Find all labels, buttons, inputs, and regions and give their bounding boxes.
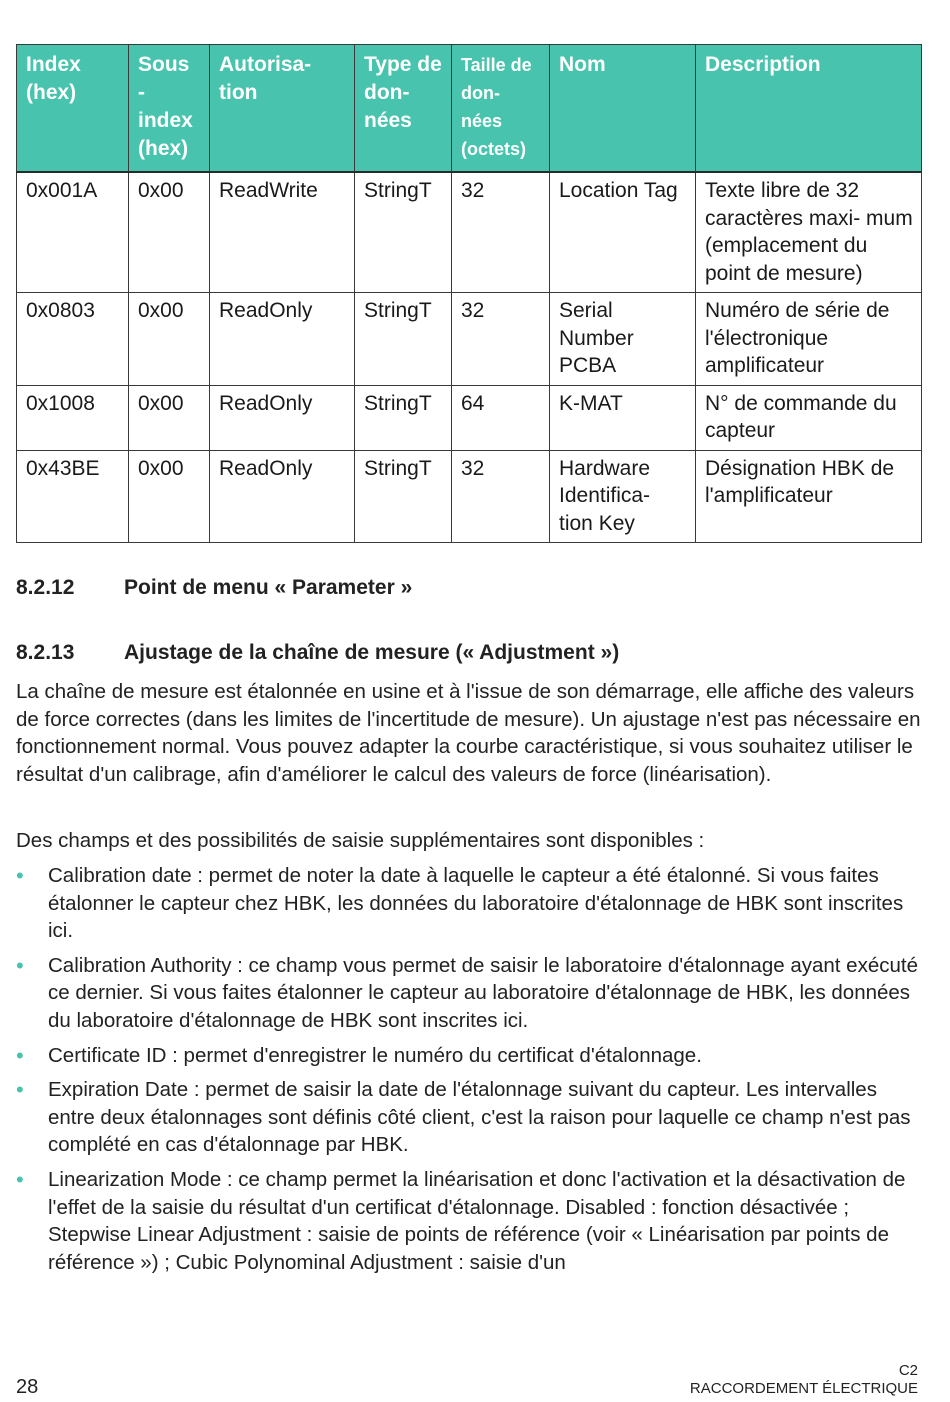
cell-data-type: StringT bbox=[355, 385, 452, 450]
cell-subindex: 0x00 bbox=[129, 385, 210, 450]
list-item-text: Expiration Date : permet de saisir la date de l'étalonnage suivant du capteur. Les intervalles entre deux étalonnages sont définis côté client, c'est la raison pour laquelle ce champ n'est pas complété en cas d'étalonnage par HBK. bbox=[48, 1078, 911, 1157]
cell-name: K-MAT bbox=[550, 385, 696, 450]
section-heading-8-2-13 bbox=[16, 641, 619, 665]
bullet-icon: • bbox=[16, 1166, 24, 1192]
cell-authorisation: ReadOnly bbox=[210, 450, 355, 543]
cell-description: Numéro de série de l'électronique amplificateur bbox=[696, 293, 922, 386]
header-name: Nom bbox=[550, 45, 696, 173]
body-paragraph: La chaîne de mesure est étalonnée en usine et à l'issue de son démarrage, elle affiche des valeurs de force correctes (dans les limites de l'incertitude de mesure). Un ajustage n'est pas nécessaire en fonctionnement normal. Vous pouvez adapter la courbe caractéristique, si vous souhaitez utiliser le résultat d'un calibrage, afin d'améliorer le calcul des valeurs de force (linéarisation). bbox=[16, 680, 921, 786]
cell-description: Désignation HBK de l'amplificateur bbox=[696, 450, 922, 543]
list-item bbox=[16, 952, 921, 1035]
footer-chapter bbox=[690, 1362, 918, 1398]
list-item-text: Calibration date : permet de noter la date à laquelle le capteur a été étalonné. Si vous faites étalonner le capteur chez HBK, les données du laboratoire d'étalonnage de HBK sont inscrites ici. bbox=[48, 864, 904, 943]
table-header-row bbox=[17, 45, 922, 173]
list-item-text: Calibration Authority : ce champ vous permet de saisir le laboratoire d'étalonnage ayant exécuté ce dernier. Si vous faites étalonner le capteur au laboratoire d'étalonnage de HBK, les données du laboratoire d'étalonnage de HBK sont inscrites ici. bbox=[48, 953, 918, 1032]
section-heading-8-2-12 bbox=[16, 576, 412, 600]
section-number: 8.2.13 bbox=[16, 641, 75, 664]
cell-index: 0x0803 bbox=[17, 293, 129, 386]
list-item bbox=[16, 1042, 921, 1070]
header-index: Index (hex) bbox=[17, 45, 129, 173]
cell-name: Location Tag bbox=[550, 172, 696, 293]
table-row bbox=[17, 385, 922, 450]
cell-data-size: 32 bbox=[452, 450, 550, 543]
cell-description: Texte libre de 32 caractères maxi- mum (emplacement du point de mesure) bbox=[696, 172, 922, 293]
bullet-list bbox=[16, 862, 921, 1283]
bullet-icon: • bbox=[16, 1077, 24, 1103]
cell-index: 0x43BE bbox=[17, 450, 129, 543]
cell-data-type: StringT bbox=[355, 293, 452, 386]
cell-description: N° de commande du capteur bbox=[696, 385, 922, 450]
list-item bbox=[16, 1076, 921, 1159]
cell-subindex: 0x00 bbox=[129, 450, 210, 543]
cell-data-type: StringT bbox=[355, 172, 452, 293]
doc-code: C2 bbox=[898, 1362, 918, 1379]
cell-index: 0x1008 bbox=[17, 385, 129, 450]
bullet-icon: • bbox=[16, 863, 24, 888]
header-subindex: Sous - index (hex) bbox=[129, 45, 210, 173]
cell-name: Serial Number PCBA bbox=[550, 293, 696, 386]
list-item-text: Certificate ID : permet d'enregistrer le numéro du certificat d'étalonnage. bbox=[48, 1043, 702, 1067]
cell-data-size: 32 bbox=[452, 293, 550, 386]
table-row bbox=[17, 450, 922, 543]
cell-subindex: 0x00 bbox=[129, 293, 210, 386]
list-item-text: Linearization Mode : ce champ permet la linéarisation et donc l'activation et la désactivation de l'effet de la saisie du résultat d'un certificat d'étalonnage. Disabled : fonction désactivée ; Stepwise Linear Adjustment : saisie de points de référence (voir « Linéarisation par points de référence ») ; Cubic Polynominal Adjustment : saisie d'un bbox=[48, 1167, 906, 1274]
list-item bbox=[16, 1166, 921, 1276]
section-number: 8.2.12 bbox=[16, 576, 75, 599]
header-data-type: Type de don- nées bbox=[355, 45, 452, 173]
bullet-icon: • bbox=[16, 952, 24, 978]
cell-data-size: 32 bbox=[452, 172, 550, 293]
table-row bbox=[17, 293, 922, 386]
list-item bbox=[16, 862, 921, 945]
chapter-title: RACCORDEMENT ÉLECTRIQUE bbox=[689, 1380, 918, 1397]
header-description: Description bbox=[696, 45, 922, 173]
table-row bbox=[17, 172, 922, 293]
body-paragraph: Des champs et des possibilités de saisie supplémentaires sont disponibles : bbox=[16, 829, 705, 852]
header-authorisation: Autorisa- tion bbox=[210, 45, 355, 173]
cell-name: Hardware Identifica- tion Key bbox=[550, 450, 696, 543]
cell-data-type: StringT bbox=[355, 450, 452, 543]
section-title: Ajustage de la chaîne de mesure (« Adjustment ») bbox=[124, 641, 620, 664]
bullet-icon: • bbox=[16, 1042, 24, 1068]
cell-authorisation: ReadOnly bbox=[210, 385, 355, 450]
cell-subindex: 0x00 bbox=[129, 172, 210, 293]
header-data-size: Taille de don- nées (octets) bbox=[452, 45, 550, 173]
cell-authorisation: ReadWrite bbox=[210, 172, 355, 293]
parameter-table bbox=[16, 44, 922, 543]
cell-data-size: 64 bbox=[452, 385, 550, 450]
section-title: Point de menu « Parameter » bbox=[124, 576, 413, 599]
page-number: 28 bbox=[16, 1376, 39, 1398]
cell-index: 0x001A bbox=[17, 172, 129, 293]
cell-authorisation: ReadOnly bbox=[210, 293, 355, 386]
